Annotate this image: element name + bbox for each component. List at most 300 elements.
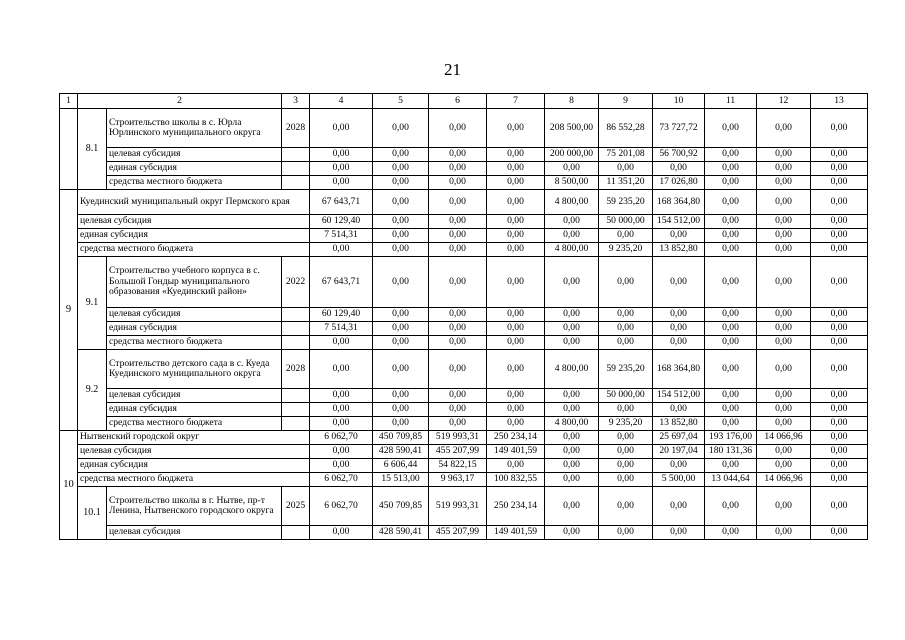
value-cell-col-9: 0,00: [599, 257, 653, 308]
value-cell-col-5: 428 590,41: [373, 526, 429, 540]
funding-source-label: средства местного бюджета: [78, 243, 310, 257]
value-cell-col-9: 0,00: [599, 403, 653, 417]
value-cell-col-8: 8 500,00: [545, 176, 599, 190]
funding-source-label: целевая субсидия: [78, 445, 310, 459]
value-cell-col-4: 0,00: [310, 109, 373, 148]
value-cell-col-12: 0,00: [757, 162, 811, 176]
table-row: [60, 487, 868, 526]
value-cell-col-5: 0,00: [373, 162, 429, 176]
value-cell-col-13: 0,00: [811, 389, 868, 403]
value-cell-col-9: 0,00: [599, 308, 653, 322]
value-cell-col-7: 100 832,55: [487, 473, 545, 487]
value-cell-col-7: 0,00: [487, 308, 545, 322]
table-row: [60, 190, 868, 215]
table-row: [60, 417, 868, 431]
value-cell-col-9: 0,00: [599, 487, 653, 526]
value-cell-col-10: 73 727,72: [653, 109, 705, 148]
value-cell-col-4: 0,00: [310, 148, 373, 162]
table-row: [60, 243, 868, 257]
value-cell-col-12: 0,00: [757, 459, 811, 473]
column-number-10: 10: [653, 94, 705, 109]
section-index: 10: [60, 431, 78, 540]
value-cell-col-6: 0,00: [429, 162, 487, 176]
value-cell-col-8: 208 500,00: [545, 109, 599, 148]
value-cell-col-5: 0,00: [373, 322, 429, 336]
object-name: Строительство учебного корпуса в с. Большой Гондыр муниципального образования «Куединский район»: [107, 257, 282, 308]
value-cell-col-10: 168 364,80: [653, 350, 705, 389]
value-cell-col-11: 0,00: [705, 526, 757, 540]
table-row: [60, 322, 868, 336]
value-cell-col-8: 0,00: [545, 215, 599, 229]
funding-source-label: средства местного бюджета: [107, 417, 282, 431]
value-cell-col-4: 0,00: [310, 389, 373, 403]
value-cell-col-8: 0,00: [545, 389, 599, 403]
value-cell-col-6: 0,00: [429, 389, 487, 403]
value-cell-col-11: 193 176,00: [705, 431, 757, 445]
value-cell-col-6: 0,00: [429, 215, 487, 229]
value-cell-col-13: 0,00: [811, 162, 868, 176]
value-cell-col-7: 250 234,14: [487, 431, 545, 445]
value-cell-col-9: 9 235,20: [599, 243, 653, 257]
column-number-9: 9: [599, 94, 653, 109]
municipality-name: Нытвенский городской округ: [78, 431, 310, 445]
value-cell-col-4: 60 129,40: [310, 215, 373, 229]
value-cell-col-6: 0,00: [429, 322, 487, 336]
funding-source-label: единая субсидия: [78, 229, 310, 243]
value-cell-col-11: 0,00: [705, 389, 757, 403]
value-cell-col-8: 0,00: [545, 322, 599, 336]
funding-source-label: целевая субсидия: [107, 308, 282, 322]
column-number-6: 6: [429, 94, 487, 109]
value-cell-col-4: 0,00: [310, 176, 373, 190]
object-name: Строительство детского сада в с. Куеда Куединского муниципального округа: [107, 350, 282, 389]
value-cell-col-6: 0,00: [429, 243, 487, 257]
value-cell-col-9: 0,00: [599, 322, 653, 336]
value-cell-col-11: 0,00: [705, 190, 757, 215]
municipality-name: Куединский муниципальный округ Пермского края: [78, 190, 310, 215]
value-cell-col-5: 0,00: [373, 148, 429, 162]
value-cell-col-6: 0,00: [429, 176, 487, 190]
value-cell-col-13: 0,00: [811, 322, 868, 336]
value-cell-col-11: 0,00: [705, 215, 757, 229]
value-cell-col-8: 0,00: [545, 526, 599, 540]
funding-source-label: средства местного бюджета: [107, 176, 282, 190]
value-cell-col-4: 67 643,71: [310, 257, 373, 308]
value-cell-col-4: 0,00: [310, 403, 373, 417]
value-cell-col-12: 0,00: [757, 487, 811, 526]
value-cell-col-4: 0,00: [310, 526, 373, 540]
value-cell-col-10: 13 852,80: [653, 243, 705, 257]
value-cell-col-13: 0,00: [811, 403, 868, 417]
value-cell-col-10: 0,00: [653, 459, 705, 473]
value-cell-col-13: 0,00: [811, 350, 868, 389]
value-cell-col-9: 9 235,20: [599, 417, 653, 431]
column-number-11: 11: [705, 94, 757, 109]
value-cell-col-7: 0,00: [487, 389, 545, 403]
value-cell-col-11: 0,00: [705, 403, 757, 417]
funding-source-label: единая субсидия: [107, 403, 282, 417]
value-cell-col-8: 0,00: [545, 487, 599, 526]
value-cell-col-13: 0,00: [811, 336, 868, 350]
value-cell-col-7: 0,00: [487, 148, 545, 162]
value-cell-col-6: 0,00: [429, 308, 487, 322]
value-cell-col-6: 519 993,31: [429, 431, 487, 445]
value-cell-col-5: 0,00: [373, 336, 429, 350]
column-number-13: 13: [811, 94, 868, 109]
value-cell-col-4: 60 129,40: [310, 308, 373, 322]
value-cell-col-12: 0,00: [757, 526, 811, 540]
column-number-row: [60, 94, 868, 109]
value-cell-col-6: 0,00: [429, 403, 487, 417]
value-cell-col-12: 0,00: [757, 389, 811, 403]
column-number-8: 8: [545, 94, 599, 109]
year-cell: 2022: [282, 257, 310, 308]
value-cell-col-12: 0,00: [757, 336, 811, 350]
value-cell-col-13: 0,00: [811, 215, 868, 229]
value-cell-col-11: 13 044,64: [705, 473, 757, 487]
value-cell-col-12: 0,00: [757, 190, 811, 215]
value-cell-col-10: 0,00: [653, 162, 705, 176]
table-row: [60, 229, 868, 243]
value-cell-col-9: 0,00: [599, 162, 653, 176]
value-cell-col-6: 0,00: [429, 257, 487, 308]
value-cell-col-5: 0,00: [373, 176, 429, 190]
column-number-12: 12: [757, 94, 811, 109]
value-cell-col-7: 0,00: [487, 176, 545, 190]
value-cell-col-11: 0,00: [705, 109, 757, 148]
year-cell: [282, 322, 310, 336]
value-cell-col-4: 0,00: [310, 162, 373, 176]
value-cell-col-12: 0,00: [757, 403, 811, 417]
value-cell-col-4: 0,00: [310, 417, 373, 431]
table-row: [60, 459, 868, 473]
value-cell-col-13: 0,00: [811, 109, 868, 148]
value-cell-col-10: 0,00: [653, 308, 705, 322]
value-cell-col-11: 0,00: [705, 176, 757, 190]
funding-source-label: целевая субсидия: [107, 148, 282, 162]
value-cell-col-12: 0,00: [757, 350, 811, 389]
value-cell-col-7: 0,00: [487, 243, 545, 257]
value-cell-col-13: 0,00: [811, 445, 868, 459]
column-number-2: 2: [78, 94, 282, 109]
value-cell-col-13: 0,00: [811, 190, 868, 215]
value-cell-col-7: 0,00: [487, 322, 545, 336]
value-cell-col-13: 0,00: [811, 473, 868, 487]
column-number-3: 3: [282, 94, 310, 109]
value-cell-col-11: 180 131,36: [705, 445, 757, 459]
value-cell-col-5: 0,00: [373, 389, 429, 403]
value-cell-col-13: 0,00: [811, 243, 868, 257]
value-cell-col-8: 0,00: [545, 431, 599, 445]
budget-table: [59, 93, 868, 540]
value-cell-col-9: 0,00: [599, 459, 653, 473]
value-cell-col-9: 86 552,28: [599, 109, 653, 148]
value-cell-col-6: 0,00: [429, 190, 487, 215]
value-cell-col-7: 0,00: [487, 336, 545, 350]
value-cell-col-12: 0,00: [757, 417, 811, 431]
value-cell-col-5: 0,00: [373, 229, 429, 243]
value-cell-col-13: 0,00: [811, 229, 868, 243]
value-cell-col-12: 0,00: [757, 308, 811, 322]
funding-source-label: единая субсидия: [107, 322, 282, 336]
table-row: [60, 350, 868, 389]
value-cell-col-11: 0,00: [705, 417, 757, 431]
value-cell-col-8: 4 800,00: [545, 417, 599, 431]
value-cell-col-7: 0,00: [487, 257, 545, 308]
value-cell-col-8: 0,00: [545, 445, 599, 459]
year-cell: 2028: [282, 109, 310, 148]
value-cell-col-13: 0,00: [811, 459, 868, 473]
value-cell-col-4: 6 062,70: [310, 487, 373, 526]
value-cell-col-11: 0,00: [705, 350, 757, 389]
value-cell-col-12: 0,00: [757, 322, 811, 336]
subsection-index: 9.2: [78, 350, 107, 431]
value-cell-col-12: 0,00: [757, 176, 811, 190]
value-cell-col-5: 15 513,00: [373, 473, 429, 487]
value-cell-col-9: 11 351,20: [599, 176, 653, 190]
table-row: [60, 148, 868, 162]
value-cell-col-8: 0,00: [545, 459, 599, 473]
value-cell-col-10: 0,00: [653, 487, 705, 526]
column-number-4: 4: [310, 94, 373, 109]
value-cell-col-9: 75 201,08: [599, 148, 653, 162]
value-cell-col-4: 0,00: [310, 243, 373, 257]
value-cell-col-11: 0,00: [705, 257, 757, 308]
value-cell-col-10: 154 512,00: [653, 215, 705, 229]
value-cell-col-4: 7 514,31: [310, 229, 373, 243]
page-number: 21: [444, 60, 461, 79]
value-cell-col-10: 0,00: [653, 229, 705, 243]
value-cell-col-4: 67 643,71: [310, 190, 373, 215]
value-cell-col-7: 0,00: [487, 417, 545, 431]
value-cell-col-13: 0,00: [811, 487, 868, 526]
value-cell-col-10: 168 364,80: [653, 190, 705, 215]
value-cell-col-5: 0,00: [373, 243, 429, 257]
value-cell-col-13: 0,00: [811, 148, 868, 162]
funding-source-label: целевая субсидия: [78, 215, 310, 229]
table-row: [60, 109, 868, 148]
value-cell-col-7: 0,00: [487, 215, 545, 229]
value-cell-col-5: 450 709,85: [373, 487, 429, 526]
value-cell-col-10: 0,00: [653, 403, 705, 417]
value-cell-col-10: 13 852,80: [653, 417, 705, 431]
value-cell-col-5: 0,00: [373, 190, 429, 215]
object-name: Строительство школы в г. Нытве, пр-т Ленина, Нытвенского городского округа: [107, 487, 282, 526]
table-row: [60, 431, 868, 445]
value-cell-col-9: 50 000,00: [599, 215, 653, 229]
value-cell-col-6: 0,00: [429, 336, 487, 350]
value-cell-col-8: 0,00: [545, 308, 599, 322]
column-number-5: 5: [373, 94, 429, 109]
value-cell-col-8: 200 000,00: [545, 148, 599, 162]
value-cell-col-12: 0,00: [757, 243, 811, 257]
value-cell-col-10: 20 197,04: [653, 445, 705, 459]
value-cell-col-11: 0,00: [705, 336, 757, 350]
funding-source-label: средства местного бюджета: [107, 336, 282, 350]
value-cell-col-4: 7 514,31: [310, 322, 373, 336]
value-cell-col-13: 0,00: [811, 526, 868, 540]
value-cell-col-9: 0,00: [599, 526, 653, 540]
value-cell-col-5: 0,00: [373, 215, 429, 229]
value-cell-col-7: 0,00: [487, 459, 545, 473]
subsection-index: 10.1: [78, 487, 107, 540]
funding-source-label: целевая субсидия: [107, 526, 282, 540]
funding-source-label: единая субсидия: [107, 162, 282, 176]
subsection-index: 9.1: [78, 257, 107, 350]
value-cell-col-13: 0,00: [811, 176, 868, 190]
value-cell-col-13: 0,00: [811, 417, 868, 431]
year-cell: [282, 308, 310, 322]
table-row: [60, 473, 868, 487]
value-cell-col-9: 0,00: [599, 445, 653, 459]
value-cell-col-12: 0,00: [757, 109, 811, 148]
value-cell-col-5: 450 709,85: [373, 431, 429, 445]
value-cell-col-9: 50 000,00: [599, 389, 653, 403]
value-cell-col-6: 9 963,17: [429, 473, 487, 487]
value-cell-col-11: 0,00: [705, 487, 757, 526]
year-cell: [282, 389, 310, 403]
value-cell-col-6: 0,00: [429, 350, 487, 389]
value-cell-col-12: 14 066,96: [757, 431, 811, 445]
year-cell: [282, 148, 310, 162]
value-cell-col-5: 0,00: [373, 403, 429, 417]
value-cell-col-7: 0,00: [487, 229, 545, 243]
value-cell-col-9: 59 235,20: [599, 190, 653, 215]
table-row: [60, 336, 868, 350]
value-cell-col-7: 0,00: [487, 350, 545, 389]
value-cell-col-6: 519 993,31: [429, 487, 487, 526]
value-cell-col-11: 0,00: [705, 322, 757, 336]
value-cell-col-10: 0,00: [653, 257, 705, 308]
value-cell-col-7: 0,00: [487, 190, 545, 215]
value-cell-col-11: 0,00: [705, 148, 757, 162]
value-cell-col-11: 0,00: [705, 243, 757, 257]
value-cell-col-5: 0,00: [373, 257, 429, 308]
funding-source-label: средства местного бюджета: [78, 473, 310, 487]
value-cell-col-4: 6 062,70: [310, 431, 373, 445]
subsection-index: 8.1: [78, 109, 107, 190]
table-row: [60, 257, 868, 308]
object-name: Строительство школы в с. Юрла Юрлинского муниципального округа: [107, 109, 282, 148]
value-cell-col-13: 0,00: [811, 257, 868, 308]
year-cell: [282, 526, 310, 540]
value-cell-col-10: 0,00: [653, 322, 705, 336]
value-cell-col-12: 0,00: [757, 229, 811, 243]
table-row: [60, 403, 868, 417]
value-cell-col-11: 0,00: [705, 162, 757, 176]
value-cell-col-6: 0,00: [429, 417, 487, 431]
value-cell-col-4: 0,00: [310, 336, 373, 350]
value-cell-col-10: 56 700,92: [653, 148, 705, 162]
table-row: [60, 308, 868, 322]
column-number-7: 7: [487, 94, 545, 109]
value-cell-col-4: 0,00: [310, 445, 373, 459]
year-cell: [282, 336, 310, 350]
value-cell-col-4: 0,00: [310, 350, 373, 389]
value-cell-col-7: 0,00: [487, 403, 545, 417]
value-cell-col-9: 0,00: [599, 473, 653, 487]
value-cell-col-10: 25 697,04: [653, 431, 705, 445]
value-cell-col-10: 17 026,80: [653, 176, 705, 190]
value-cell-col-7: 250 234,14: [487, 487, 545, 526]
funding-source-label: единая субсидия: [78, 459, 310, 473]
value-cell-col-5: 0,00: [373, 109, 429, 148]
value-cell-col-5: 0,00: [373, 417, 429, 431]
value-cell-col-4: 6 062,70: [310, 473, 373, 487]
value-cell-col-8: 0,00: [545, 229, 599, 243]
value-cell-col-4: 0,00: [310, 459, 373, 473]
value-cell-col-12: 0,00: [757, 445, 811, 459]
value-cell-col-6: 455 207,99: [429, 526, 487, 540]
value-cell-col-9: 0,00: [599, 431, 653, 445]
year-cell: [282, 162, 310, 176]
value-cell-col-11: 0,00: [705, 308, 757, 322]
index-cell-continued: [60, 109, 78, 190]
value-cell-col-13: 0,00: [811, 308, 868, 322]
table-row: [60, 445, 868, 459]
value-cell-col-12: 0,00: [757, 257, 811, 308]
value-cell-col-10: 5 500,00: [653, 473, 705, 487]
value-cell-col-5: 0,00: [373, 350, 429, 389]
value-cell-col-10: 0,00: [653, 526, 705, 540]
value-cell-col-7: 149 401,59: [487, 445, 545, 459]
value-cell-col-8: 4 800,00: [545, 350, 599, 389]
value-cell-col-9: 0,00: [599, 229, 653, 243]
value-cell-col-8: 4 800,00: [545, 190, 599, 215]
value-cell-col-8: 0,00: [545, 257, 599, 308]
value-cell-col-7: 0,00: [487, 109, 545, 148]
value-cell-col-6: 0,00: [429, 229, 487, 243]
value-cell-col-10: 154 512,00: [653, 389, 705, 403]
value-cell-col-11: 0,00: [705, 459, 757, 473]
value-cell-col-12: 0,00: [757, 215, 811, 229]
value-cell-col-5: 0,00: [373, 308, 429, 322]
year-cell: [282, 176, 310, 190]
value-cell-col-11: 0,00: [705, 229, 757, 243]
value-cell-col-7: 149 401,59: [487, 526, 545, 540]
table-row: [60, 526, 868, 540]
value-cell-col-12: 0,00: [757, 148, 811, 162]
funding-source-label: целевая субсидия: [107, 389, 282, 403]
section-index: 9: [60, 190, 78, 431]
value-cell-col-7: 0,00: [487, 162, 545, 176]
value-cell-col-8: 0,00: [545, 403, 599, 417]
year-cell: [282, 403, 310, 417]
year-cell: 2028: [282, 350, 310, 389]
table-row: [60, 215, 868, 229]
value-cell-col-6: 0,00: [429, 109, 487, 148]
value-cell-col-12: 14 066,96: [757, 473, 811, 487]
value-cell-col-9: 0,00: [599, 336, 653, 350]
value-cell-col-6: 0,00: [429, 148, 487, 162]
value-cell-col-6: 455 207,99: [429, 445, 487, 459]
value-cell-col-9: 59 235,20: [599, 350, 653, 389]
table-row: [60, 176, 868, 190]
value-cell-col-8: 4 800,00: [545, 243, 599, 257]
value-cell-col-5: 428 590,41: [373, 445, 429, 459]
table-row: [60, 162, 868, 176]
value-cell-col-5: 6 606,44: [373, 459, 429, 473]
value-cell-col-13: 0,00: [811, 431, 868, 445]
value-cell-col-10: 0,00: [653, 336, 705, 350]
value-cell-col-6: 54 822,15: [429, 459, 487, 473]
value-cell-col-8: 0,00: [545, 162, 599, 176]
year-cell: 2025: [282, 487, 310, 526]
table-row: [60, 389, 868, 403]
column-number-1: 1: [60, 94, 78, 109]
value-cell-col-8: 0,00: [545, 336, 599, 350]
value-cell-col-8: 0,00: [545, 473, 599, 487]
